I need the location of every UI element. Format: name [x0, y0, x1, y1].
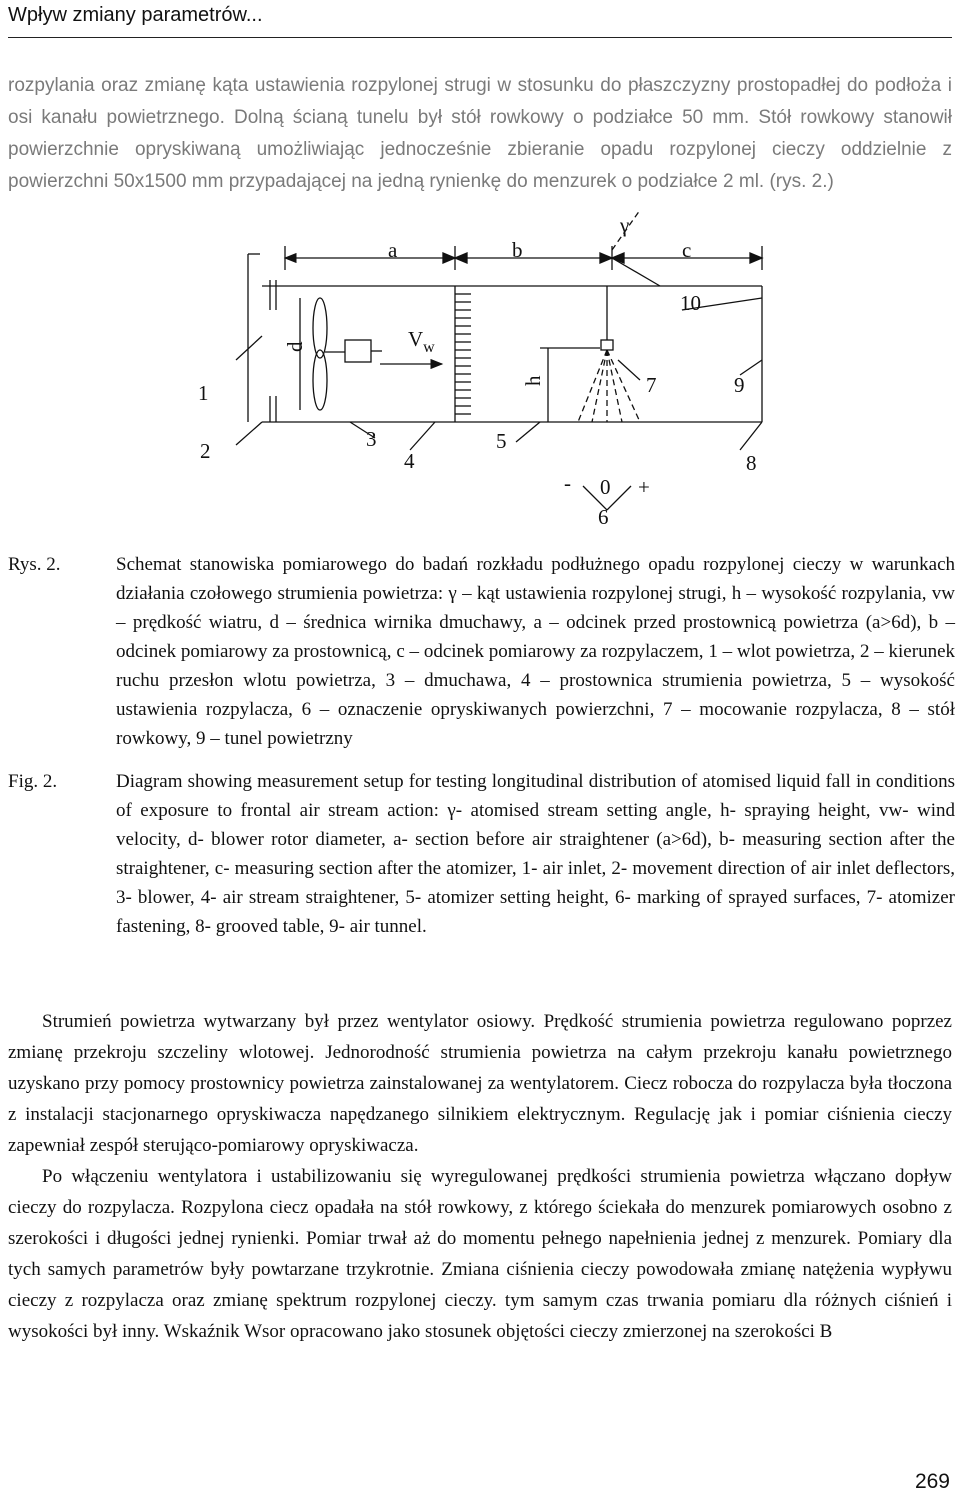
blower-motor — [345, 340, 371, 362]
label-n6: 6 — [598, 505, 609, 529]
spray-cone — [578, 350, 640, 422]
atomizer — [601, 340, 613, 350]
label-n10: 10 — [680, 291, 701, 315]
label-n5: 5 — [496, 429, 507, 453]
blower-rotor-upper — [313, 298, 327, 358]
label-a: a — [388, 238, 398, 262]
body-paragraph-1: Strumień powietrza wytwarzany był przez wentylator osiowy. Prędkość strumienia powietrza regulowano poprzez zmianę przekroju szczeliny wlotowej. Jednorodność strumienia powietrza na całym przekroju kanału powietrznego uzyskano przy pomocy prostownicy powietrza zainstalowanej za wentylatorem. Ciecz robocza do rozpylacza była tłoczona z instalacji stacjonarnego opryskiwacza napędzanego silnikiem elektrycznym. Regulację jak i pomiar ciśnienia cieczy zapewniał zespół sterująco-pomiarowy opryskiwacza. — [8, 1011, 952, 1156]
label-vw — [408, 327, 435, 356]
label-n1: 1 — [198, 381, 209, 405]
caption-label-pl: Rys. 2. — [8, 554, 61, 575]
label-h: h — [521, 375, 545, 386]
air-straightener — [455, 294, 471, 414]
label-vw-main: V — [408, 327, 424, 351]
label-n7: 7 — [646, 373, 657, 397]
header-rule — [8, 37, 952, 38]
label-n8: 8 — [746, 451, 757, 475]
label-gamma: γ — [620, 213, 630, 237]
label-d: d — [283, 341, 307, 352]
label-n3: 3 — [366, 427, 377, 451]
label-b: b — [512, 238, 523, 262]
label-n9: 9 — [734, 373, 745, 397]
measurement-setup-diagram — [0, 210, 960, 540]
label-plus: + — [638, 475, 650, 499]
label-n4: 4 — [404, 449, 415, 473]
caption-text-en: Diagram showing measurement setup for testing longitudinal distribution of atomised liquid fall in conditions of exposure to frontal air stream action: γ- atomised stream setting angle, h- spraying height, vw- wind velocity, d- blower rotor diameter, a- section before air straightener (a>6d), b- measuring section after the straightener, c- measuring section after the atomizer, 1- air inlet, 2- movement direction of air inlet deflectors, 3- blower, 4- air stream straightener, 5- atomizer setting height, 6- marking of sprayed surfaces, 7- atomizer fastening, 8- grooved table, 9- air tunnel. — [116, 771, 955, 937]
label-c: c — [682, 238, 692, 262]
label-minus: - — [564, 471, 571, 495]
body-paragraph-2: Po włączeniu wentylatora i ustabilizowaniu się wyregulowanej prędkości strumienia powietrza włączano dopływ cieczy do rozpylacza. Rozpylona ciecz opadała na stół rowkowy, z którego ściekała do menzurek pomiarowych osobno z szerokości i długości jednej rynienki. Pomiar trwał aż do momentu pełnego napełnienia jednej z menzurek. Pomiary dla tych samych parametrów były powtarzane trzykrotnie. Zmiana ciśnienia cieczy powodowała zmianę natężenia wypływu cieczy z rozpylacza oraz zmianę spektrum rozpylonej cieczy. tym samym czas trwania pomiaru dla różnych ciśnień i wysokości był inny. Wskaźnik Wsor opracowano jako stosunek objętości cieczy zmierzonej na szerokości B — [8, 1166, 952, 1342]
label-vw-sub: w — [423, 339, 435, 356]
label-zero: 0 — [600, 475, 611, 499]
figure-diagram — [0, 210, 960, 540]
page-number: 269 — [914, 1470, 950, 1493]
caption-text-pl: Schemat stanowiska pomiarowego do badań rozkładu podłużnego opadu rozpylonej cieczy w warunkach działania czołowego strumienia powietrza: γ – kąt ustawienia rozpylonej strugi, h – wysokość rozpylania, vw – prędkość wiatru, d – średnica wirnika dmuchawy, a – odcinek przed prostownicą powietrza (a>6d), b – odcinek pomiarowy za prostownicą, c – odcinek pomiarowy za rozpylaczem, 1 – wlot powietrza, 2 – kierunek ruchu przesłon wlotu powietrza, 3 – dmuchawa, 4 – prostownica strumienia powietrza, 5 – wysokość ustawienia rozpylacza, 6 – oznaczenie opryskiwanych powierzchni, 7 – mocowanie rozpylacza, 8 – stół rowkowy, 9 – tunel powietrzny — [116, 554, 955, 749]
body-text — [8, 1006, 952, 1347]
blower-rotor-lower — [313, 350, 327, 410]
lead-paragraph: rozpylania oraz zmianę kąta ustawienia rozpylonej strugi w stosunku do płaszczyzny prostopadłej do podłoża i osi kanału powietrznego. Dolną ścianą tunelu był stół rowkowy o podziałce 50 mm. Stół rowkowy stanowił powierzchnie opryskiwaną umożliwiając jednocześnie zbieranie opadu rozpylonej cieczy oddzielnie z powierzchni 50x1500 mm przypadającej na jedną rynienkę do menzurek o podziałce 2 ml. (rys. 2.) — [8, 75, 952, 192]
caption-label-en: Fig. 2. — [8, 771, 58, 792]
running-title: Wpływ zmiany parametrów... — [8, 4, 263, 26]
label-n2: 2 — [200, 439, 211, 463]
